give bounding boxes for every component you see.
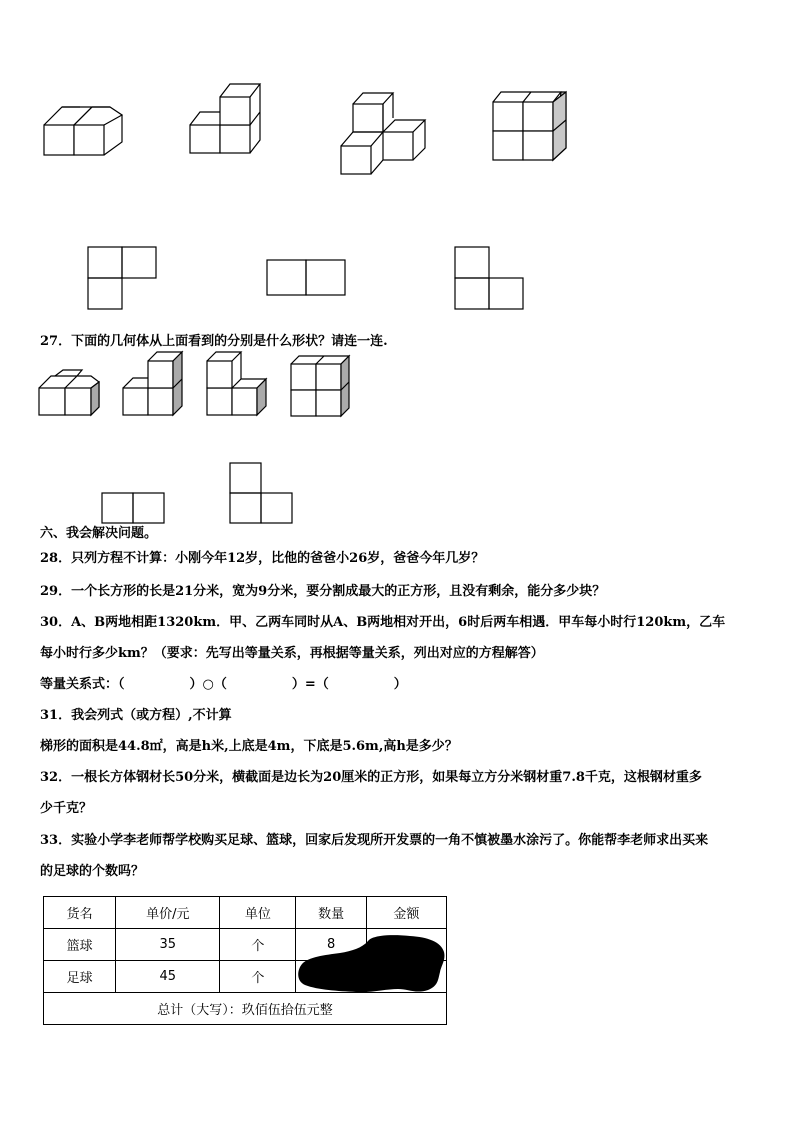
invoice-total: 总计（大写）：玖佰伍拾伍元整 [44,993,447,1025]
question-30-relation: 等量关系式：（ ）○（ ）=（ ） [40,677,407,692]
header-cell: 单位 [220,897,296,929]
question-31-line-1: 31．我会列式（或方程）,不计算 [40,708,232,723]
header-cell: 货名 [44,897,116,929]
header-cell: 数量 [296,897,366,929]
table-cell: 篮球 [44,929,116,961]
table-cell: 45 [116,961,220,993]
header-cell: 单价/元 [116,897,220,929]
question-30-line-1: 30．A、B两地相距1320km．甲、乙两车同时从A、B两地相对开出，6时后两车相遇．甲车每小时行120km，乙车 [40,615,726,630]
section-6-heading: 六、我会解决问题。 [40,526,158,541]
table-cell: 个 [220,961,296,993]
question-28: 28．只列方程不计算：小刚今年12岁，比他的爸爸小26岁，爸爸今年几岁？ [40,551,485,566]
question-31-line-2: 梯形的面积是44.8㎡，高是h米,上底是4m，下底是5.6m,高h是多少？ [40,739,458,754]
question-30-line-2: 每小时行多少km？（要求：先写出等量关系，再根据等量关系，列出对应的方程解答） [40,646,544,661]
question-27: 27．下面的几何体从上面看到的分别是什么形状？请连一连. [40,334,388,349]
header-cell: 金额 [366,897,446,929]
table-cell: 35 [116,929,220,961]
question-33-line-1: 33．实验小学李老师帮学校购买足球、篮球，回家后发现所开发票的一角不慎被墨水涂污了。你能帮李老师求出买来 [40,833,709,848]
question-32-line-2: 少千克？ [40,801,93,816]
question-33-line-2: 的足球的个数吗？ [40,864,145,879]
question-32-line-1: 32．一根长方体钢材长50分米，横截面是边长为20厘米的正方形，如果每立方分米钢材重7.8千克，这根钢材重多 [40,770,702,785]
table-cell: 个 [220,929,296,961]
question-29: 29．一个长方形的长是21分米，宽为9分米，要分割成最大的正方形，且没有剩余，能分多少块？ [40,584,606,599]
table-cell: 足球 [44,961,116,993]
table-cell: 8 [296,929,366,961]
